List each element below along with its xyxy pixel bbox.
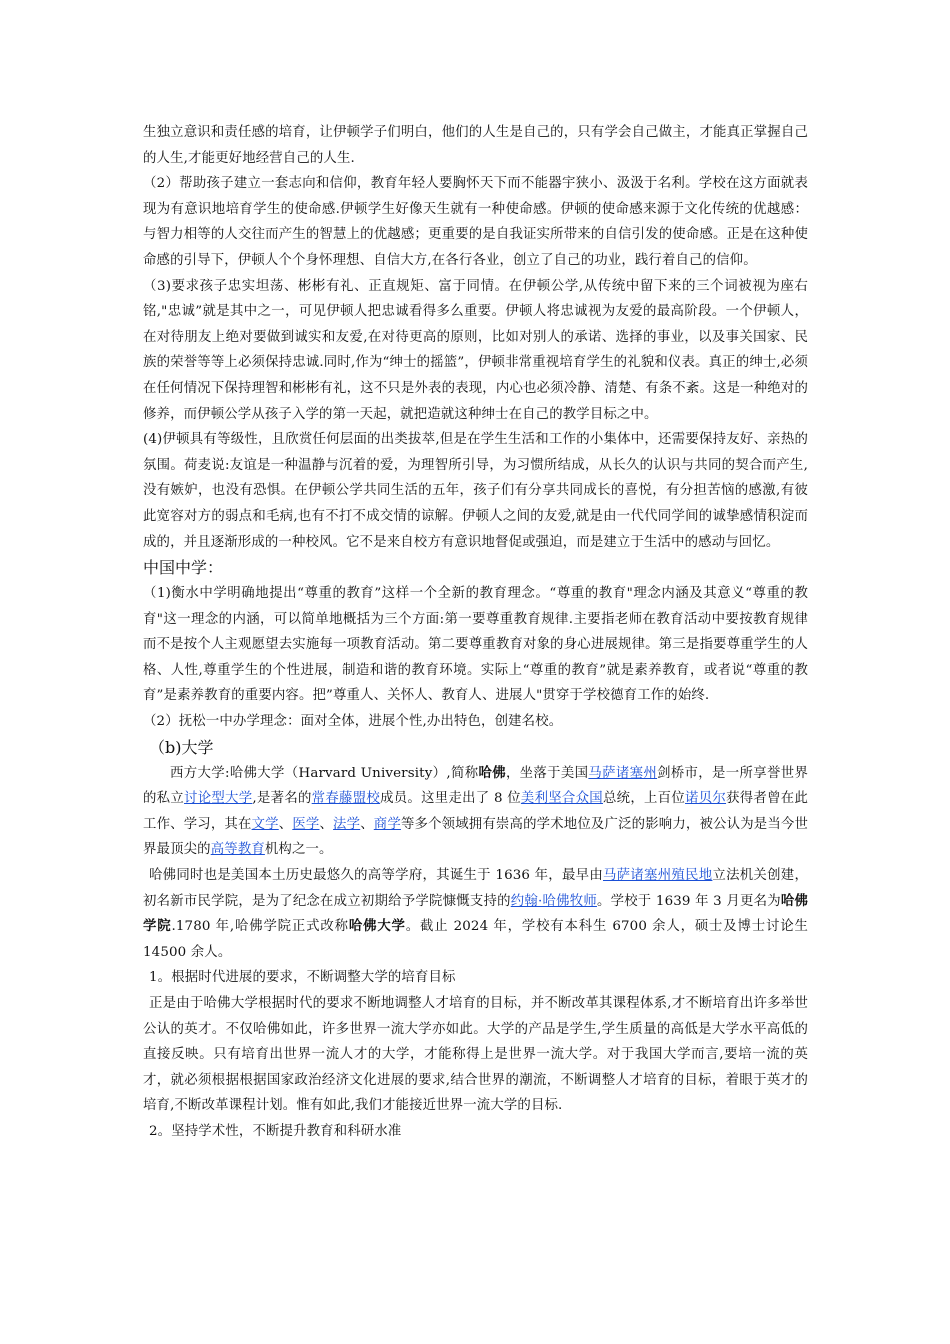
link-john-harvard[interactable]: 约翰·哈佛牧师	[510, 893, 597, 909]
paragraph-fusong: （2）抚松一中办学理念：面对全体，进展个性,办出特色，创建名校。	[143, 714, 563, 730]
link-higher-education[interactable]: 高等教育	[210, 842, 265, 858]
paragraph-eton-point-2: （2）帮助孩子建立一套志向和信仰，教育年轻人要胸怀天下而不能器宇狭小、汲汲于名利。学校在这方面就表现为有意识地培育学生的使命感.伊顿学生好像天生就有一种使命感。伊顿的使命感来源于文化传统的优越感：与智力相等的人交往而产生的智慧上的优越感；更重要的是自我证实所带来的自信引发的使命感。正是在这种使命感的引导下，伊顿人个个身怀理想、自信大方,在各行各业，创立了自己的功业，践行着自己的信仰。	[143, 176, 808, 268]
harvard-text: 立法机关创建，初名新市民学院，是为了纪念在成立初期给予学院慷慨支持的	[143, 868, 808, 909]
harvard-text: ,是著名的	[252, 791, 312, 807]
harvard-text: 、	[319, 816, 334, 832]
harvard-text: 获得者曾在此工作、学习，其在	[143, 791, 808, 832]
link-massachusetts-colony[interactable]: 马萨诸塞州殖民地	[603, 868, 713, 884]
harvard-text: 、	[278, 816, 293, 832]
subheading-academic-standards: 2。坚持学术性，不断提升教育和科研水准	[149, 1123, 402, 1139]
link-law[interactable]: 法学	[333, 816, 361, 832]
harvard-text: 。学校于 1639 年 3 月更名为	[596, 893, 781, 909]
link-research-university[interactable]: 讨论型大学	[184, 791, 253, 807]
harvard-text: 剑桥市，是一所享誉世界的私立	[143, 765, 809, 807]
link-nobel[interactable]: 诺贝尔	[685, 791, 727, 807]
harvard-college-bold: 哈佛学院	[143, 892, 808, 935]
paragraph-harvard-intro	[143, 761, 808, 863]
harvard-text: 、	[360, 816, 374, 832]
paragraph-intro-continued: 生独立意识和责任感的培育，让伊顿学子们明白，他们的人生是自己的，只有学会自己做主，才能真正掌握自己的人生,才能更好地经营自己的人生.	[143, 125, 808, 166]
link-usa[interactable]: 美利坚合众国	[520, 791, 603, 807]
paragraph-hengshui: （1)衡水中学明确地提出“尊重的教育”这样一个全新的教育理念。“尊重的教育"理念内涵及其意义“尊重的教育"这一理念的内涵，可以简单地概括为三个方面:第一要尊重教育规律.主要指老师在教育活动中要按教育规律而不是按个人主观愿望去实施每一项教育活动。第二要尊重教育对象的身心进展规律。第三是指要尊重学生的人格、人性,尊重学生的个性进展，制造和谐的教育环境。实际上“尊重的教育”就是素养教育，或者说“尊重的教育”是素养教育的重要内容。把”尊重人、关怀人、教育人、进展人"贯穿于学校德育工作的始终.	[143, 586, 808, 704]
harvard-text: 机构之一。	[264, 842, 333, 858]
harvard-text: 。截止 2024 年，学校有本科生 6700 余人，硕士及博士讨论生 14500 余人。	[143, 919, 808, 960]
link-literature[interactable]: 文学	[251, 816, 279, 832]
harvard-text: .1780 年,哈佛学院正式改称	[171, 919, 349, 935]
harvard-text: 哈佛同时也是美国本土历史最悠久的高等学府，其诞生于 1636 年，最早由	[149, 868, 603, 884]
link-massachusetts[interactable]: 马萨诸塞州	[588, 765, 658, 781]
heading-chinese-middle-schools: 中国中学：	[143, 558, 224, 578]
harvard-text: 西方大学:哈佛大学（Harvard University）,简称	[170, 765, 479, 781]
harvard-text: 成员。这里走出了 8 位	[380, 791, 521, 807]
harvard-university-bold: 哈佛大学	[348, 918, 406, 935]
harvard-bold-name: 哈佛	[478, 764, 506, 781]
document-page	[143, 120, 808, 1145]
heading-university: （b)大学	[149, 737, 214, 757]
paragraph-training-goals: 正是由于哈佛大学根据时代的要求不断地调整人才培育的目标，并不断改革其课程体系,才不断培育出许多举世公认的英才。不仅哈佛如此，许多世界一流大学亦如此。大学的产品是学生,学生质量的高低是大学水平高低的直接反映。只有培育出世界一流人才的大学，才能称得上是世界一流大学。对于我国大学而言,要培一流的英才，就必须根据根据国家政治经济文化进展的要求,结合世界的潮流，不断调整人才培育的目标，着眼于英才的培育,不断改革课程计划。惟有如此,我们才能接近世界一流大学的目标.	[143, 996, 808, 1114]
link-ivy-league[interactable]: 常春藤盟校	[311, 791, 381, 807]
paragraph-eton-point-3: （3)要求孩子忠实坦荡、彬彬有礼、正直规矩、富于同情。在伊顿公学,从传统中留下来的三个词被视为座右铭,"忠诚”就是其中之一，可见伊顿人把忠诚看得多么重要。伊顿人将忠诚视为友爱的最高阶段。一个伊顿人，在对待朋友上绝对要做到诚实和友爱,在对待更高的原则，比如对别人的承诺、选择的事业，以及事关国家、民族的荣誉等等上必须保持忠诚.同时,作为“绅士的摇篮”，伊顿非常重视培育学生的礼貌和仪表。真正的绅士,必须在任何情况下保持理智和彬彬有礼，这不只是外表的表现，内心也必须冷静、清楚、有条不紊。这是一种绝对的修养，而伊顿公学从孩子入学的第一天起，就把造就这种绅士在自己的教学目标之中。	[143, 278, 808, 422]
paragraph-eton-point-4: (4)伊顿具有等级性，且欣赏任何层面的出类拔萃,但是在学生生活和工作的小集体中，还需要保持友好、亲热的氛围。荷麦说:友谊是一种温静与沉着的爱，为理智所引导，为习惯所结成，从长久的认识与共同的契合而产生,没有嫉妒，也没有恐惧。在伊顿公学共同生活的五年，孩子们有分享共同成长的喜悦，有分担苦恼的感激,有彼此宽容对方的弱点和毛病,也有不打不成交情的谅解。伊顿人之间的友爱,就是由一代代同学间的诚挚感情积淀而成的，并且逐渐形成的一种校风。它不是来自校方有意识地督促或强迫，而是建立于生活中的感动与回忆。	[143, 432, 808, 550]
harvard-text: ，坐落于美国	[505, 765, 589, 781]
link-business[interactable]: 商学	[373, 816, 401, 832]
subheading-training-goals: 1。根据时代进展的要求，不断调整大学的培育目标	[149, 970, 456, 986]
link-medicine[interactable]: 医学	[292, 816, 320, 832]
paragraph-harvard-history	[143, 863, 808, 965]
harvard-text: 等多个领域拥有崇高的学术地位及广泛的影响力，被公认为是当今世界最顶尖的	[143, 816, 809, 858]
harvard-text: 总统，上百位	[602, 791, 686, 807]
